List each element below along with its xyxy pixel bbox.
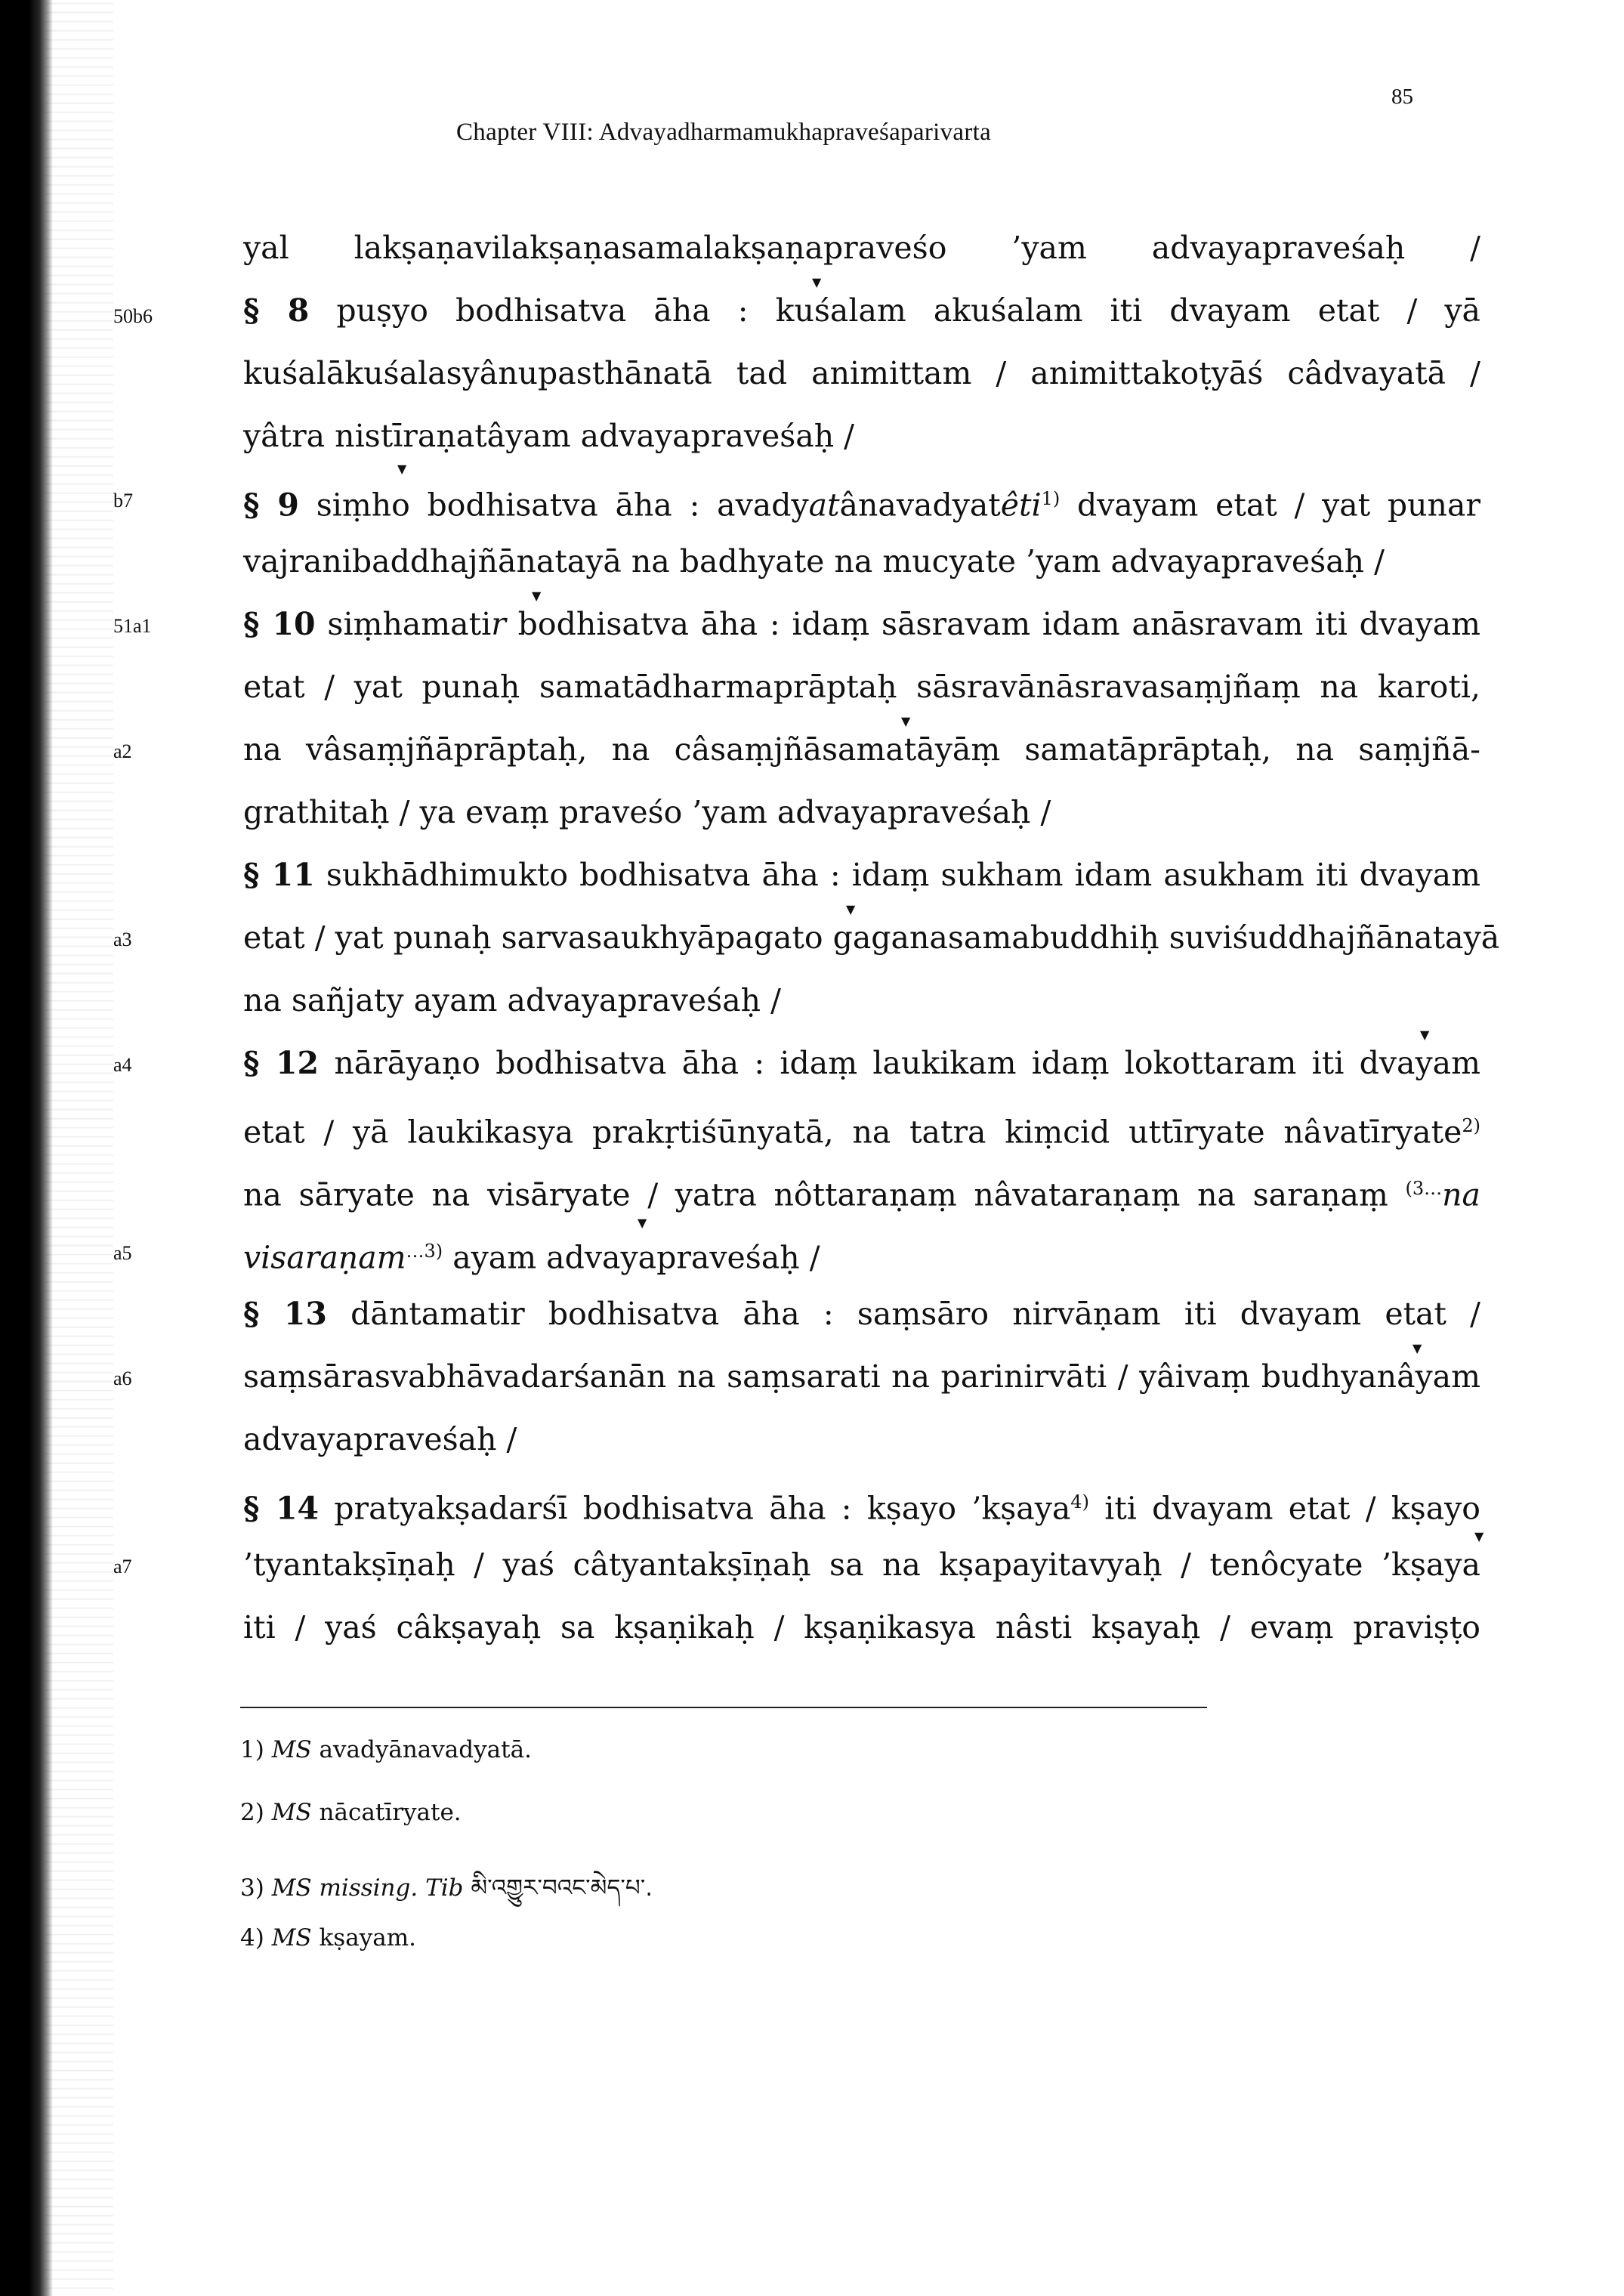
text-line: § 14 pratyakṣadarśī bodhisatva āha : kṣayo ’kṣaya$^{4)}$ iti dvayam etat / kṣayo xyxy=(243,1490,1480,1527)
text-line: § 13 dāntamatir bodhisatva āha : saṃsāro nirvāṇam iti dvayam etat / xyxy=(243,1296,1480,1332)
text-line: ’tyantakṣīṇaḥ / yaś câtyantakṣīṇaḥ sa na kṣapayitavyaḥ / tenôcyate ’kṣaya xyxy=(243,1547,1480,1583)
footnote: 4) MS kṣayam. xyxy=(240,1924,416,1951)
editorial-mark-icon: ▼ xyxy=(1420,1027,1430,1042)
text-line: etat / yā laukikasya prakṛtiśūnyatā, na tatra kiṃcid uttīryate nâvatīryate$^{2)}$ xyxy=(243,1114,1480,1151)
text-line: § 10 siṃhamatir bodhisatva āha : idaṃ sāsravam idam anāsravam iti dvayam xyxy=(243,606,1480,642)
editorial-mark-icon: ▼ xyxy=(846,902,856,916)
text-line: advayapraveśaḥ / xyxy=(243,1421,517,1457)
text-line: § 8 puṣyo bodhisatva āha : kuśalam akuśalam iti dvayam etat / yā xyxy=(243,292,1480,329)
editorial-mark-icon: ▼ xyxy=(532,589,542,603)
text-line: § 12 nārāyaṇo bodhisatva āha : idaṃ laukikam idaṃ lokottaram iti dvayam xyxy=(243,1045,1480,1081)
text-line: visaraṇam$^{\dots 3)}$ ayam advayapraveśaḥ / xyxy=(243,1239,820,1276)
section-mark: § 11 xyxy=(243,857,315,893)
section-mark: § 8 xyxy=(243,292,310,329)
margin-ref: a6 xyxy=(113,1367,132,1389)
footnote-rule xyxy=(240,1707,1207,1708)
editorial-mark-icon: ▼ xyxy=(901,714,911,728)
section-mark: § 12 xyxy=(243,1045,320,1081)
section-mark: § 14 xyxy=(243,1490,320,1527)
text-line: grathitaḥ / ya evaṃ praveśo ’yam advayapraveśaḥ / xyxy=(243,794,1051,830)
footnote: 3) MS missing. Tib མི་འགྱུར་བའང་མེད་པ་. xyxy=(240,1874,653,1902)
text-line: kuśalākuśalasyânupasthānatā tad animittam / animittakoṭyāś câdvayatā / xyxy=(243,355,1480,391)
margin-ref: a4 xyxy=(113,1054,132,1076)
text-line: etat / yat punaḥ sarvasaukhyāpagato gaganasamabuddhiḥ suviśuddhajñānatayā xyxy=(243,919,1500,956)
editorial-mark-icon: ▼ xyxy=(638,1216,647,1230)
section-mark: § 9 xyxy=(243,487,299,524)
margin-ref: 51a1 xyxy=(113,615,152,637)
editorial-mark-icon: ▼ xyxy=(397,462,407,476)
margin-ref: 50b6 xyxy=(113,305,153,327)
margin-ref: b7 xyxy=(113,490,133,511)
editorial-mark-icon: ▼ xyxy=(812,275,822,289)
text-line: yâtra nistīraṇatâyam advayapraveśaḥ / xyxy=(243,418,854,454)
footnote: 2) MS nācatīryate. xyxy=(240,1799,462,1826)
footnote: 1) MS avadyānavadyatā. xyxy=(240,1736,532,1763)
editorial-mark-icon: ▼ xyxy=(1474,1529,1484,1544)
section-mark: § 13 xyxy=(243,1296,327,1332)
text-line: iti / yaś câkṣayaḥ sa kṣaṇikaḥ / kṣaṇikasya nâsti kṣayaḥ / evaṃ praviṣṭo xyxy=(243,1609,1480,1646)
text-line: na sāryate na visāryate / yatra nôttaraṇaṃ nâvataraṇaṃ na saraṇaṃ $^{(3\dots}$na xyxy=(243,1176,1480,1213)
editorial-mark-icon: ▼ xyxy=(1413,1341,1422,1355)
section-mark: § 10 xyxy=(243,606,316,642)
text-line: § 9 siṃho bodhisatva āha : avadyatânavadyatêti$^{1)}$ dvayam etat / yat punar xyxy=(243,487,1480,524)
text-line: na vâsaṃjñāprāptaḥ, na câsaṃjñāsamatāyāṃ samatāprāptaḥ, na saṃjñā- xyxy=(243,731,1480,768)
running-head: Chapter VIII: Advayadharmamukhapraveśaparivarta xyxy=(456,119,992,146)
text-line: yal lakṣaṇavilakṣaṇasamalakṣaṇapraveśo ’yam advayapraveśaḥ / xyxy=(243,230,1480,266)
text-line: na sañjaty ayam advayapraveśaḥ / xyxy=(243,982,781,1018)
margin-ref: a5 xyxy=(113,1242,132,1264)
margin-ref: a2 xyxy=(113,740,132,762)
text-line: § 11 sukhādhimukto bodhisatva āha : idaṃ sukham idam asukham iti dvayam xyxy=(243,857,1480,893)
scan-binding-speckle xyxy=(45,0,113,2296)
text-line: saṃsārasvabhāvadarśanān na saṃsarati na parinirvāti / yâivaṃ budhyanâyam xyxy=(243,1358,1480,1395)
margin-ref: a3 xyxy=(113,929,132,950)
margin-ref: a7 xyxy=(113,1556,132,1578)
text-line: vajranibaddhajñānatayā na badhyate na mucyate ’yam advayapraveśaḥ / xyxy=(243,543,1385,579)
page-number: 85 xyxy=(1391,85,1413,109)
text-line: etat / yat punaḥ samatādharmaprāptaḥ sāsravānāsravasaṃjñaṃ na karoti, xyxy=(243,669,1480,705)
